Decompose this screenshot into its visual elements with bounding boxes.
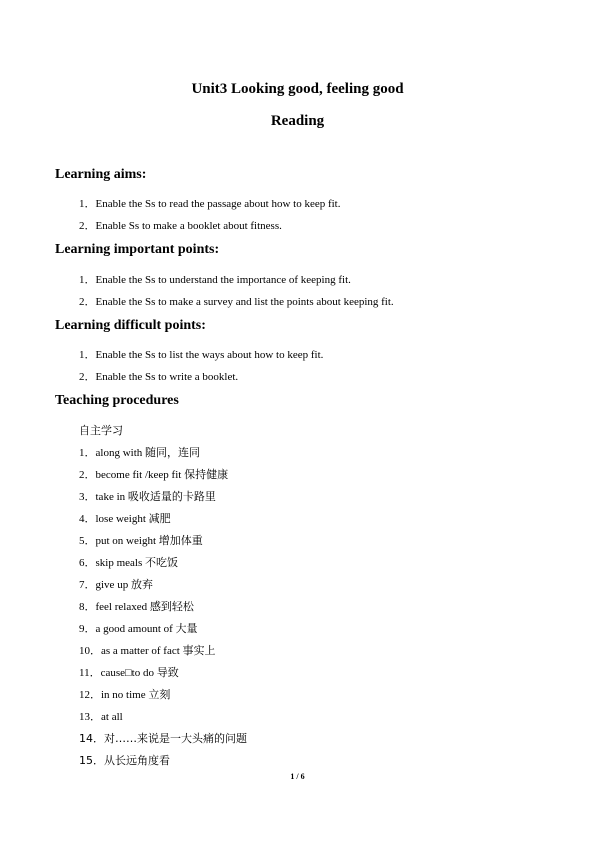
list-item: 14．对……来说是一大头痛的问题 — [79, 732, 247, 745]
list-item: 1．Enable the Ss to understand the importance of keeping fit. — [79, 274, 351, 286]
list-item: 1．Enable the Ss to read the passage about how to keep fit. — [79, 198, 341, 210]
document-subtitle: Reading — [270, 113, 325, 129]
list-item: 13．at all — [79, 711, 123, 723]
self-study-label: 自主学习 — [79, 424, 123, 437]
list-item: 11．cause□to do 导致 — [79, 667, 179, 679]
list-item: 15．从长远角度看 — [79, 754, 170, 767]
list-item: 1．along with 随同，连同 — [79, 447, 200, 459]
section-heading-learning-aims: Learning aims: — [55, 167, 147, 182]
list-item: 9．a good amount of 大量 — [79, 623, 198, 635]
section-heading-teaching-procedures: Teaching procedures — [55, 393, 179, 408]
list-item: 2．Enable the Ss to write a booklet. — [79, 371, 239, 383]
list-item: 2．Enable Ss to make a booklet about fitness. — [79, 220, 282, 232]
list-item: 2．become fit /keep fit 保持健康 — [79, 469, 229, 481]
section-heading-difficult-points: Learning difficult points: — [55, 318, 206, 333]
important-points-list — [79, 273, 394, 317]
list-item: 1．Enable the Ss to list the ways about how to keep fit. — [79, 349, 324, 361]
list-item: 3．take in 吸收适量的卡路里 — [79, 491, 216, 503]
page-number: 1 / 6 — [290, 772, 305, 781]
list-item: 8．feel relaxed 感到轻松 — [79, 601, 194, 613]
difficult-points-list — [79, 348, 323, 392]
vocabulary-list — [79, 446, 247, 776]
list-item: 12．in no time 立刻 — [79, 689, 171, 701]
list-item: 7．give up 放弃 — [79, 579, 153, 591]
list-item: 10．as a matter of fact 事实上 — [79, 645, 216, 657]
list-item: 4．lose weight 减肥 — [79, 513, 171, 525]
document-title: Unit3 Looking good, feeling good — [191, 81, 404, 97]
section-heading-important-points: Learning important points: — [55, 242, 220, 257]
learning-aims-list — [79, 197, 341, 241]
list-item: 5．put on weight 增加体重 — [79, 535, 203, 547]
list-item: 6．skip meals 不吃饭 — [79, 557, 178, 569]
list-item: 2．Enable the Ss to make a survey and list the points about keeping fit. — [79, 296, 394, 308]
